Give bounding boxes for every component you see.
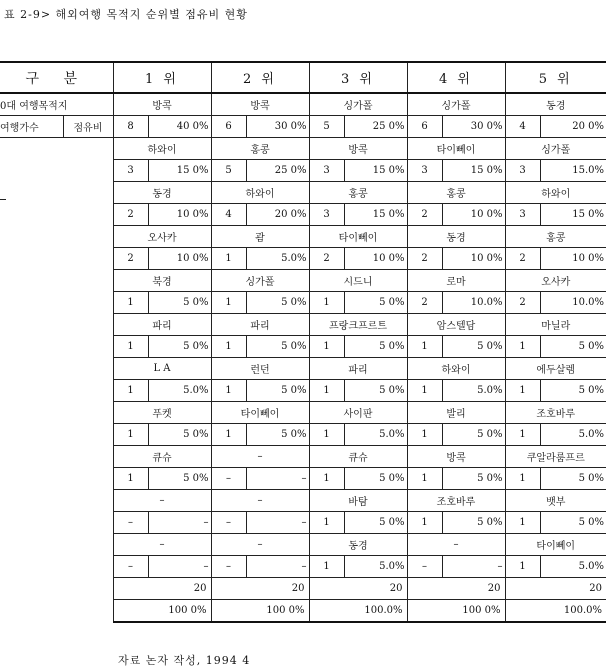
label-blank bbox=[0, 402, 113, 424]
place-row bbox=[0, 490, 606, 512]
share-cell: 30 0% bbox=[442, 116, 505, 138]
share-cell: 15 0% bbox=[344, 160, 407, 182]
count-cell: 1 bbox=[309, 336, 344, 358]
place-row bbox=[0, 446, 606, 468]
share-cell: 25 0% bbox=[344, 116, 407, 138]
label-blank bbox=[63, 556, 113, 578]
place-cell: 조호바루 bbox=[505, 402, 606, 424]
place-row bbox=[0, 534, 606, 556]
count-cell: 1 bbox=[211, 292, 246, 314]
label-blank bbox=[0, 292, 63, 314]
place-cell: 방콕 bbox=[211, 93, 309, 116]
count-cell: 3 bbox=[505, 204, 540, 226]
value-row bbox=[0, 380, 606, 402]
label-blank bbox=[0, 512, 63, 534]
value-row bbox=[0, 248, 606, 270]
count-cell: 1 bbox=[309, 424, 344, 446]
place-cell: 동경 bbox=[505, 93, 606, 116]
share-cell: 10 0% bbox=[344, 248, 407, 270]
count-cell: 1 bbox=[407, 424, 442, 446]
count-cell: 1 bbox=[309, 512, 344, 534]
count-cell: 1 bbox=[113, 380, 148, 402]
count-cell: – bbox=[211, 468, 246, 490]
place-cell: 동경 bbox=[309, 534, 407, 556]
share-cell: 5 0% bbox=[344, 380, 407, 402]
label-blank bbox=[63, 380, 113, 402]
count-cell: 1 bbox=[309, 380, 344, 402]
place-cell: 동경 bbox=[113, 182, 211, 204]
share-cell: 15 0% bbox=[148, 160, 211, 182]
value-row bbox=[0, 512, 606, 534]
header-rank-5: 5 위 bbox=[505, 62, 606, 93]
share-cell: 10.0% bbox=[442, 292, 505, 314]
share-cell: – bbox=[246, 512, 309, 534]
place-cell: 발리 bbox=[407, 402, 505, 424]
share-cell: 5.0% bbox=[148, 380, 211, 402]
label-blank bbox=[0, 468, 63, 490]
place-cell: 파리 bbox=[309, 358, 407, 380]
place-cell: 홍콩 bbox=[407, 182, 505, 204]
share-cell: 5 0% bbox=[540, 336, 606, 358]
label-blank bbox=[0, 380, 63, 402]
label-blank bbox=[63, 204, 113, 226]
value-row bbox=[0, 116, 606, 138]
total-count-cell: 20 bbox=[407, 578, 505, 600]
place-row bbox=[0, 314, 606, 336]
count-cell: 1 bbox=[211, 380, 246, 402]
share-cell: 5.0% bbox=[344, 424, 407, 446]
place-cell: 괌 bbox=[211, 226, 309, 248]
value-row bbox=[0, 556, 606, 578]
place-cell: – bbox=[113, 534, 211, 556]
count-cell: 2 bbox=[309, 248, 344, 270]
label-blank bbox=[0, 314, 113, 336]
count-cell: 5 bbox=[309, 116, 344, 138]
label-blank bbox=[0, 556, 63, 578]
share-cell: 5 0% bbox=[246, 424, 309, 446]
place-cell: 방콕 bbox=[407, 446, 505, 468]
count-cell: 6 bbox=[407, 116, 442, 138]
total-share-cell: 100 0% bbox=[407, 600, 505, 623]
total-share-row bbox=[0, 600, 606, 623]
label-blank bbox=[63, 160, 113, 182]
count-cell: – bbox=[211, 556, 246, 578]
place-row bbox=[0, 182, 606, 204]
share-cell: 15.0% bbox=[540, 160, 606, 182]
count-cell: 6 bbox=[211, 116, 246, 138]
place-row bbox=[0, 93, 606, 116]
count-cell: 1 bbox=[505, 468, 540, 490]
count-cell: 1 bbox=[309, 292, 344, 314]
share-cell: 5.0% bbox=[540, 424, 606, 446]
label-blank bbox=[0, 358, 113, 380]
share-cell: 5.0% bbox=[246, 248, 309, 270]
label-destinations: 0대 여행목적지 bbox=[0, 93, 113, 116]
place-cell: – bbox=[211, 534, 309, 556]
label-blank bbox=[0, 600, 113, 623]
place-cell: 암스텔담 bbox=[407, 314, 505, 336]
place-row bbox=[0, 270, 606, 292]
count-cell: 1 bbox=[113, 292, 148, 314]
label-blank bbox=[0, 226, 113, 248]
share-cell: – bbox=[246, 556, 309, 578]
share-cell: 30 0% bbox=[246, 116, 309, 138]
total-share-cell: 100 0% bbox=[113, 600, 211, 623]
share-cell: 5 0% bbox=[246, 292, 309, 314]
place-cell: 시드니 bbox=[309, 270, 407, 292]
place-cell: 홍콩 bbox=[211, 138, 309, 160]
place-cell: L A bbox=[113, 358, 211, 380]
place-cell: 하와이 bbox=[113, 138, 211, 160]
share-cell: 5 0% bbox=[148, 336, 211, 358]
label-blank bbox=[63, 292, 113, 314]
share-cell: 5 0% bbox=[246, 380, 309, 402]
value-row bbox=[0, 292, 606, 314]
count-cell: 1 bbox=[211, 248, 246, 270]
place-cell: 타이뻬이 bbox=[505, 534, 606, 556]
header-rank-3: 3 위 bbox=[309, 62, 407, 93]
value-row bbox=[0, 424, 606, 446]
share-cell: 10 0% bbox=[442, 248, 505, 270]
place-cell: 바탐 bbox=[309, 490, 407, 512]
share-cell: 40 0% bbox=[148, 116, 211, 138]
place-cell: 런던 bbox=[211, 358, 309, 380]
share-cell: 5.0% bbox=[540, 556, 606, 578]
total-row bbox=[0, 578, 606, 600]
place-cell: 타이뻬이 bbox=[407, 138, 505, 160]
place-row bbox=[0, 226, 606, 248]
count-cell: 1 bbox=[407, 468, 442, 490]
place-cell: 쿠알라룸프르 bbox=[505, 446, 606, 468]
source-note: 자료 논자 작성, 1994 4 bbox=[118, 654, 251, 667]
count-cell: – bbox=[407, 556, 442, 578]
count-cell: – bbox=[113, 512, 148, 534]
count-cell: 4 bbox=[505, 116, 540, 138]
count-cell: 1 bbox=[505, 380, 540, 402]
share-cell: 5.0% bbox=[442, 380, 505, 402]
share-cell: – bbox=[148, 556, 211, 578]
label-blank bbox=[0, 248, 63, 270]
total-count-cell: 20 bbox=[211, 578, 309, 600]
count-cell: 2 bbox=[113, 204, 148, 226]
place-cell: 파리 bbox=[211, 314, 309, 336]
count-cell: 1 bbox=[309, 556, 344, 578]
share-cell: 5 0% bbox=[540, 380, 606, 402]
label-blank bbox=[0, 182, 113, 204]
place-cell: – bbox=[211, 446, 309, 468]
label-blank bbox=[0, 204, 63, 226]
place-cell: 싱가폴 bbox=[211, 270, 309, 292]
count-cell: 2 bbox=[407, 248, 442, 270]
count-cell: 1 bbox=[113, 424, 148, 446]
place-cell: 싱가폴 bbox=[505, 138, 606, 160]
header-gubun: 구 분 bbox=[0, 62, 113, 93]
share-cell: 5 0% bbox=[344, 292, 407, 314]
label-blank bbox=[63, 424, 113, 446]
place-cell: 프랑크프르트 bbox=[309, 314, 407, 336]
count-cell: 1 bbox=[505, 424, 540, 446]
header-row bbox=[0, 62, 606, 93]
place-cell: 방콕 bbox=[309, 138, 407, 160]
share-cell: – bbox=[246, 468, 309, 490]
place-cell: 푸켓 bbox=[113, 402, 211, 424]
share-cell: 5 0% bbox=[442, 468, 505, 490]
share-cell: 5 0% bbox=[442, 336, 505, 358]
total-count-cell: 20 bbox=[113, 578, 211, 600]
label-blank bbox=[0, 160, 63, 182]
count-cell: 8 bbox=[113, 116, 148, 138]
share-cell: 5.0% bbox=[344, 556, 407, 578]
count-cell: 1 bbox=[407, 512, 442, 534]
place-cell: 에두살렘 bbox=[505, 358, 606, 380]
place-cell: 파리 bbox=[113, 314, 211, 336]
table-title: 표 2-9> 해외여행 목적지 순위별 점유비 현황 bbox=[4, 8, 248, 21]
place-cell: 뱃부 bbox=[505, 490, 606, 512]
count-cell: 1 bbox=[113, 336, 148, 358]
count-cell: 1 bbox=[407, 380, 442, 402]
value-row bbox=[0, 336, 606, 358]
place-cell: 홍콩 bbox=[309, 182, 407, 204]
count-cell: 1 bbox=[407, 336, 442, 358]
place-cell: 큐슈 bbox=[309, 446, 407, 468]
label-travelers: 여행가수 bbox=[0, 116, 63, 138]
label-blank bbox=[0, 490, 113, 512]
count-cell: 1 bbox=[113, 468, 148, 490]
count-cell: 2 bbox=[113, 248, 148, 270]
place-cell: 타이뻬이 bbox=[309, 226, 407, 248]
count-cell: 1 bbox=[505, 556, 540, 578]
share-cell: 20 0% bbox=[246, 204, 309, 226]
count-cell: 1 bbox=[309, 468, 344, 490]
share-cell: 5 0% bbox=[442, 512, 505, 534]
share-cell: 5 0% bbox=[148, 468, 211, 490]
value-row bbox=[0, 468, 606, 490]
value-row bbox=[0, 160, 606, 182]
count-cell: 1 bbox=[211, 336, 246, 358]
share-cell: – bbox=[442, 556, 505, 578]
place-cell: 방콕 bbox=[113, 93, 211, 116]
place-cell: 조호바루 bbox=[407, 490, 505, 512]
place-cell: 하와이 bbox=[505, 182, 606, 204]
count-cell: 3 bbox=[309, 204, 344, 226]
place-cell: 북경 bbox=[113, 270, 211, 292]
count-cell: – bbox=[211, 512, 246, 534]
label-blank bbox=[0, 138, 113, 160]
label-blank bbox=[63, 248, 113, 270]
share-cell: – bbox=[148, 512, 211, 534]
count-cell: 3 bbox=[407, 160, 442, 182]
share-cell: 5 0% bbox=[540, 468, 606, 490]
place-cell: – bbox=[211, 490, 309, 512]
share-cell: 5 0% bbox=[442, 424, 505, 446]
count-cell: 3 bbox=[113, 160, 148, 182]
share-cell: 25 0% bbox=[246, 160, 309, 182]
share-cell: 5 0% bbox=[540, 512, 606, 534]
count-cell: 2 bbox=[505, 248, 540, 270]
place-cell: – bbox=[407, 534, 505, 556]
label-blank bbox=[0, 446, 113, 468]
value-row bbox=[0, 204, 606, 226]
count-cell: 1 bbox=[211, 424, 246, 446]
share-cell: 10.0% bbox=[540, 292, 606, 314]
share-cell: 5 0% bbox=[344, 336, 407, 358]
place-cell: 타이뻬이 bbox=[211, 402, 309, 424]
share-cell: 10 0% bbox=[148, 204, 211, 226]
share-cell: 15 0% bbox=[540, 204, 606, 226]
count-cell: 2 bbox=[505, 292, 540, 314]
count-cell: 3 bbox=[505, 160, 540, 182]
label-blank bbox=[0, 424, 63, 446]
count-cell: 1 bbox=[505, 512, 540, 534]
share-cell: 10 0% bbox=[148, 248, 211, 270]
count-cell: 2 bbox=[407, 204, 442, 226]
label-blank bbox=[63, 512, 113, 534]
count-cell: 5 bbox=[211, 160, 246, 182]
place-cell: 로마 bbox=[407, 270, 505, 292]
label-blank bbox=[0, 270, 113, 292]
place-cell: 오사카 bbox=[505, 270, 606, 292]
place-cell: 하와이 bbox=[211, 182, 309, 204]
total-share-cell: 100 0% bbox=[211, 600, 309, 623]
header-rank-1: 1 위 bbox=[113, 62, 211, 93]
share-cell: 5 0% bbox=[344, 468, 407, 490]
share-cell: 5 0% bbox=[148, 292, 211, 314]
place-cell: 마닐라 bbox=[505, 314, 606, 336]
share-cell: 10 0% bbox=[442, 204, 505, 226]
share-cell: 15 0% bbox=[442, 160, 505, 182]
label-blank bbox=[0, 534, 113, 556]
place-cell: 동경 bbox=[407, 226, 505, 248]
place-cell: – bbox=[113, 490, 211, 512]
place-cell: 오사카 bbox=[113, 226, 211, 248]
share-cell: 20 0% bbox=[540, 116, 606, 138]
total-share-cell: 100.0% bbox=[505, 600, 606, 623]
label-blank bbox=[63, 468, 113, 490]
label-blank bbox=[0, 578, 113, 600]
destination-rank-table bbox=[0, 61, 606, 623]
place-cell: 큐슈 bbox=[113, 446, 211, 468]
place-cell: 사이판 bbox=[309, 402, 407, 424]
share-cell: 5 0% bbox=[148, 424, 211, 446]
label-share: 점유비 bbox=[63, 116, 113, 138]
count-cell: 2 bbox=[407, 292, 442, 314]
count-cell: 1 bbox=[505, 336, 540, 358]
header-rank-2: 2 위 bbox=[211, 62, 309, 93]
header-rank-4: 4 위 bbox=[407, 62, 505, 93]
share-cell: 10 0% bbox=[540, 248, 606, 270]
place-cell: 싱가폴 bbox=[309, 93, 407, 116]
total-count-cell: 20 bbox=[309, 578, 407, 600]
label-blank bbox=[0, 336, 63, 358]
place-row bbox=[0, 138, 606, 160]
total-share-cell: 100.0% bbox=[309, 600, 407, 623]
count-cell: – bbox=[113, 556, 148, 578]
place-row bbox=[0, 358, 606, 380]
label-blank bbox=[63, 336, 113, 358]
count-cell: 3 bbox=[309, 160, 344, 182]
place-cell: 싱가폴 bbox=[407, 93, 505, 116]
share-cell: 15 0% bbox=[344, 204, 407, 226]
place-cell: 하와이 bbox=[407, 358, 505, 380]
count-cell: 4 bbox=[211, 204, 246, 226]
place-cell: 홍콩 bbox=[505, 226, 606, 248]
share-cell: 5 0% bbox=[344, 512, 407, 534]
total-count-cell: 20 bbox=[505, 578, 606, 600]
share-cell: 5 0% bbox=[246, 336, 309, 358]
place-row bbox=[0, 402, 606, 424]
